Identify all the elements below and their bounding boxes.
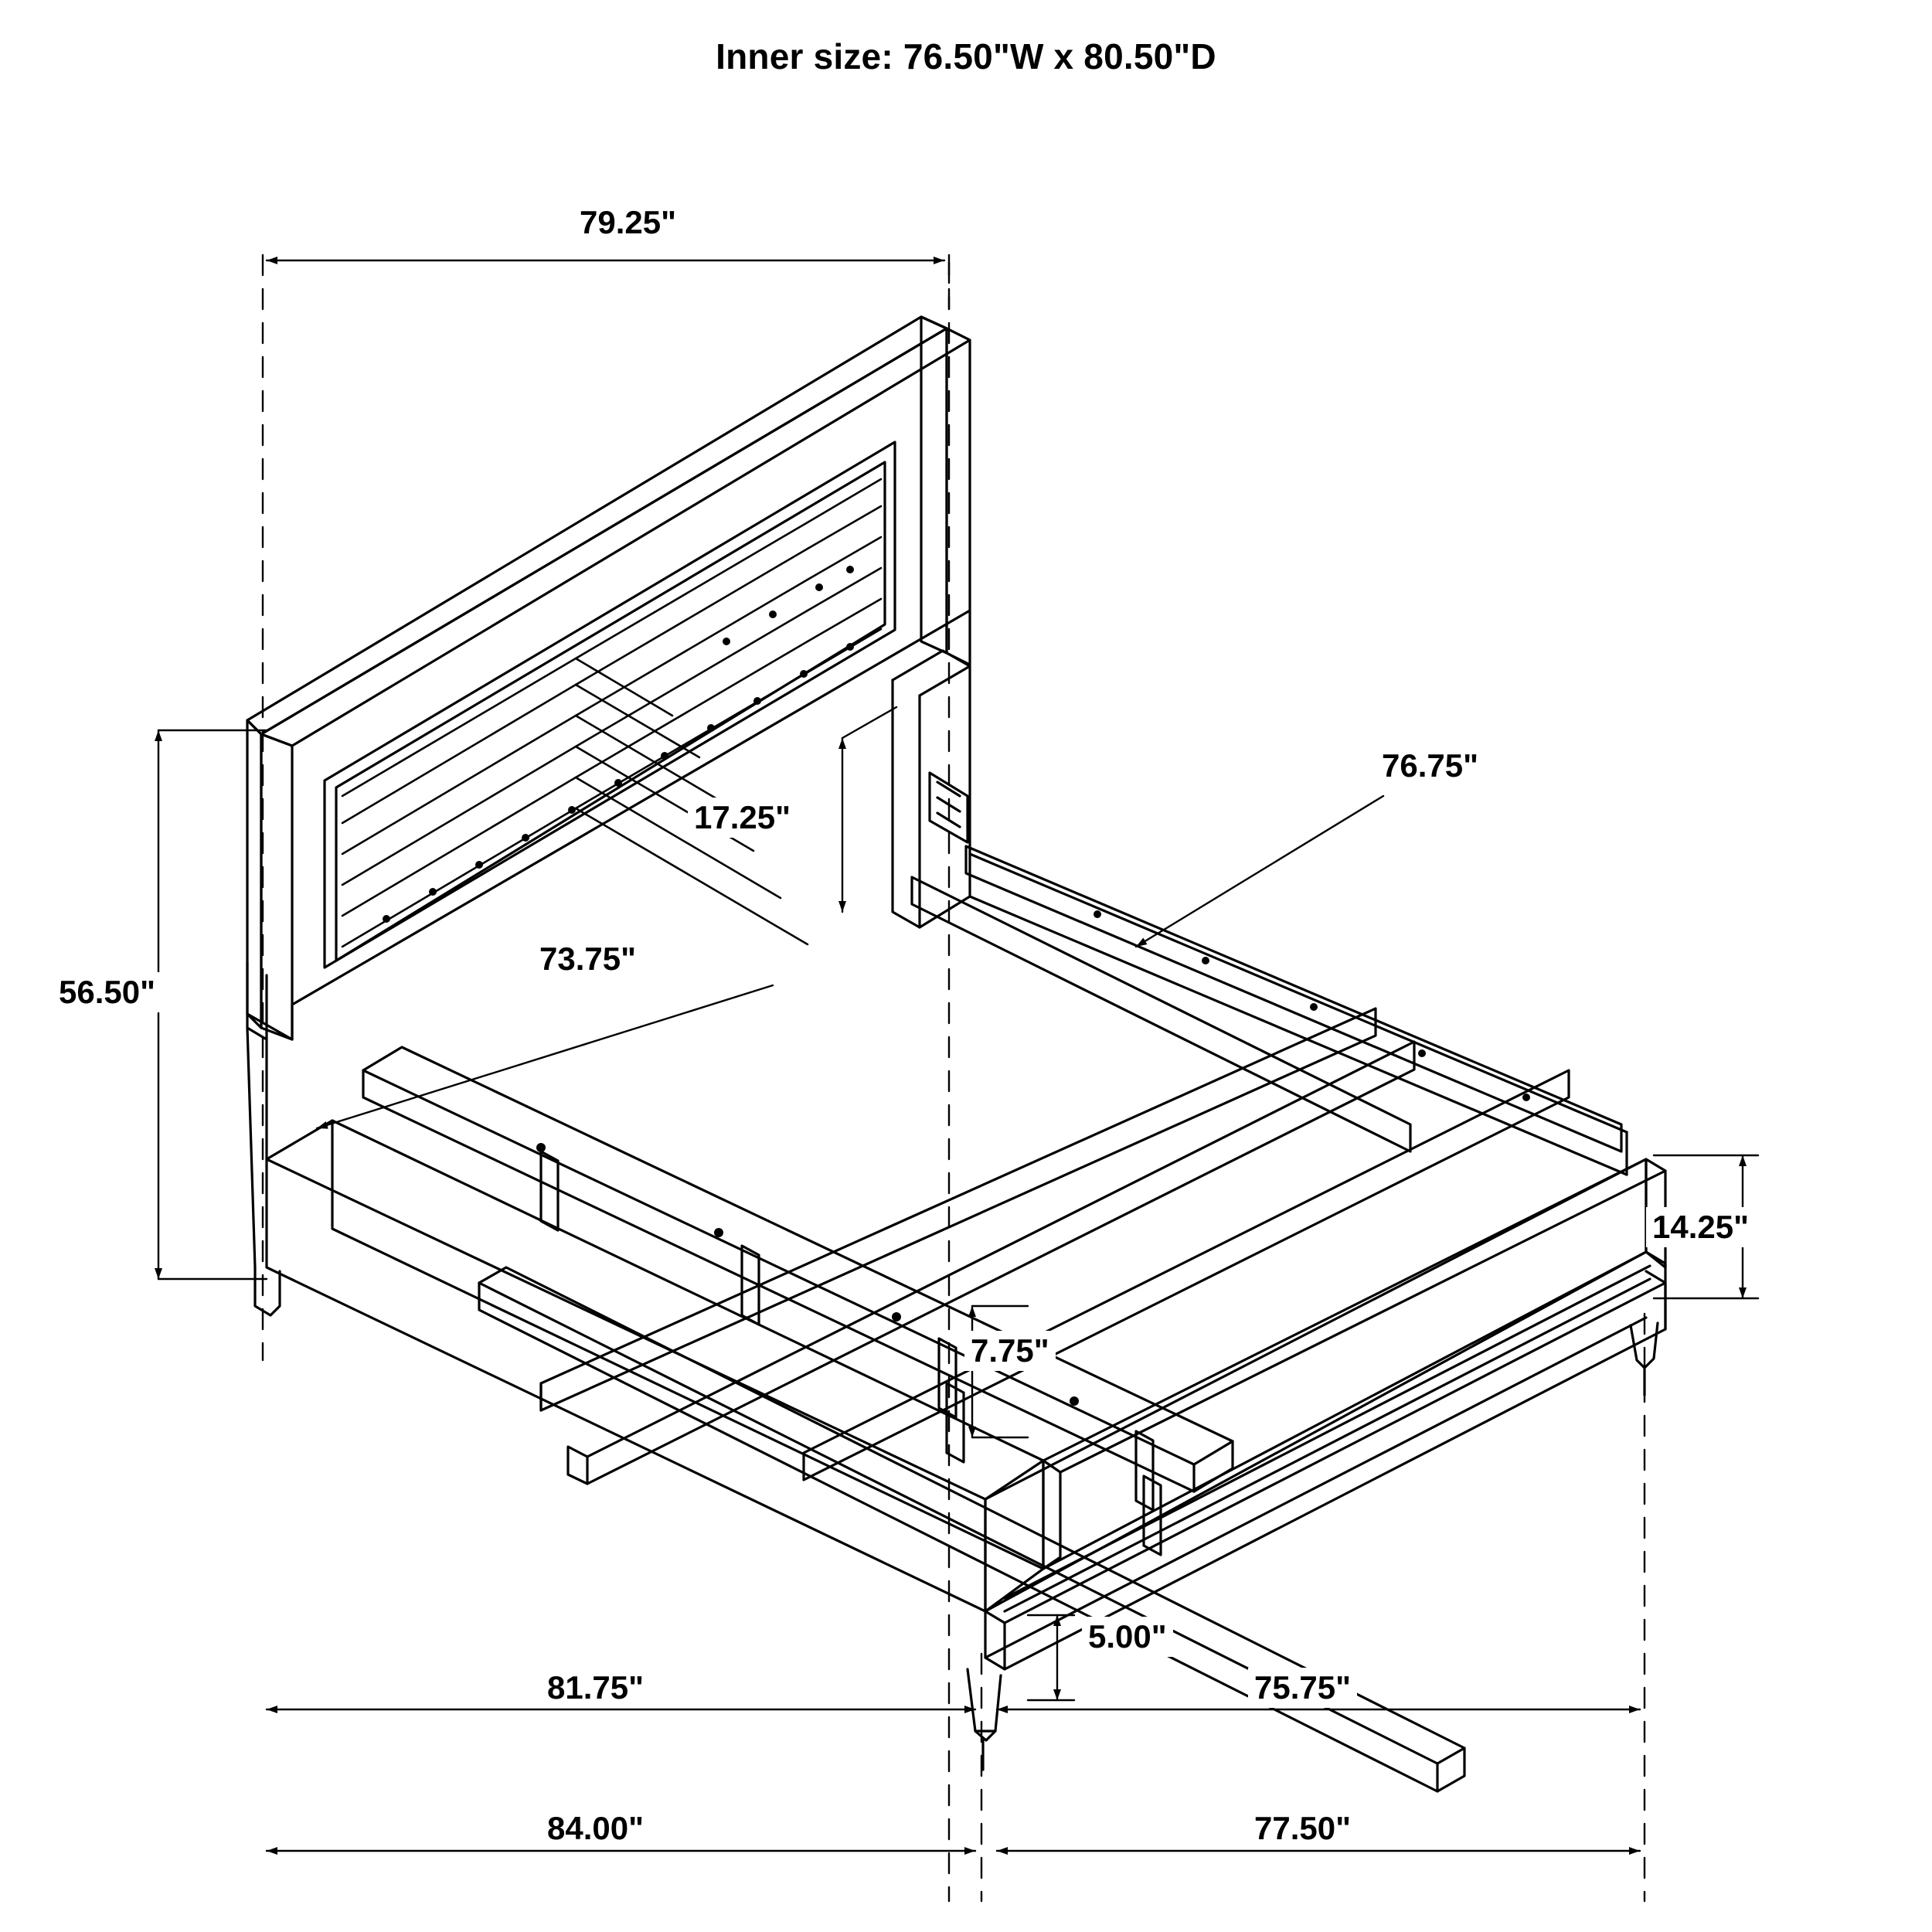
dimension-label-headboard-panel-height: 17.25": [688, 798, 797, 838]
rear-left-leg: [255, 1267, 280, 1315]
center-support-rail-2: [541, 1009, 1376, 1410]
page-title: Inner size: 76.50"W x 80.50"D: [716, 36, 1216, 77]
dimension-label-slat-clearance: 7.75": [964, 1331, 1056, 1371]
headboard-base-block: [247, 962, 267, 1267]
center-support-rail-1: [363, 1047, 1233, 1492]
dimension-label-overall-depth-right: 75.75": [1248, 1668, 1357, 1708]
dimension-label-overall-depth-left: 81.75": [541, 1668, 650, 1708]
dimension-lines: [158, 255, 1758, 1901]
dimension-label-headboard-width: 79.25": [573, 202, 682, 243]
dimension-label-inner-width-rear: 76.75": [1376, 746, 1485, 786]
front-left-leg: [968, 1669, 1001, 1770]
right-inner-rail-holes: [1094, 910, 1530, 1101]
dimension-label-footboard-height: 14.25": [1646, 1207, 1755, 1247]
dimension-label-overall-height: 56.50": [53, 972, 162, 1012]
right-side-rail: [1043, 1159, 1665, 1569]
dimension-label-outer-depth-right: 77.50": [1248, 1808, 1357, 1849]
right-inner-rail: [966, 846, 1621, 1151]
headboard-chevron-pattern: [342, 479, 881, 947]
dimension-label-inner-rail-length: 73.75": [533, 939, 642, 979]
dimension-label-outer-depth-left: 84.00": [541, 1808, 650, 1849]
dimension-label-leg-height: 5.00": [1082, 1617, 1173, 1657]
